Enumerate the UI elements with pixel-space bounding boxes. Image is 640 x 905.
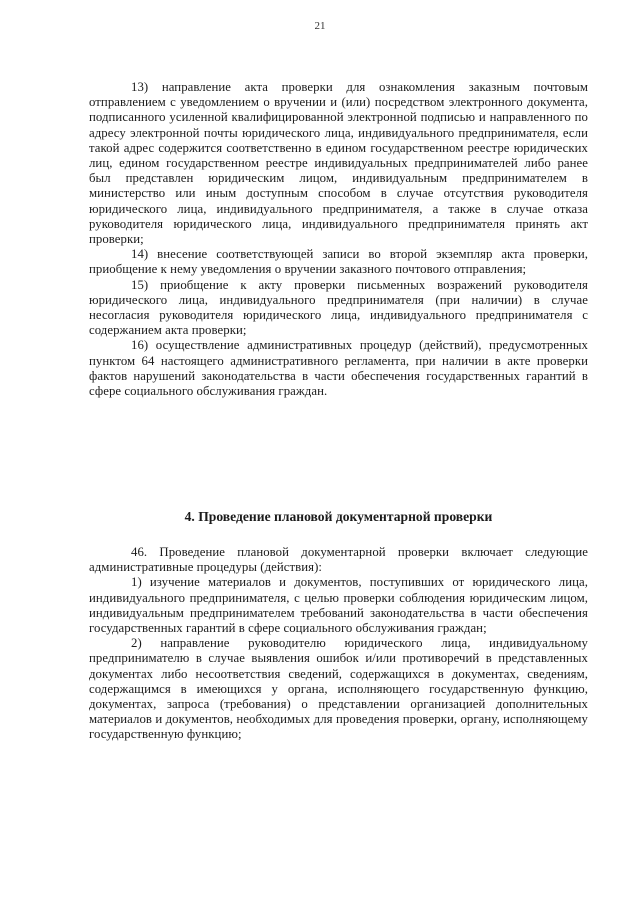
paragraph-item-14: 14) внесение соответствующей записи во второй экземпляр акта проверки, приобщение к нему уведомления о вручении заказного почтового отправления; [89, 247, 588, 277]
paragraph-item-13: 13) направление акта проверки для ознакомления заказным почтовым отправлением с уведомлением о вручении и (или) посредством электронного документа, подписанного усиленной квалифицированной электронной подписью и направленного по адресу электронной почты юридического лица, индивидуального предпринимателя, если такой адрес содержится соответственно в едином государственном реестре юридических лиц, едином государственном реестре индивидуальных предпринимателей либо ранее был представлен юридическим лицом, индивидуальным предпринимателем в министерство или иным доступным способом в случае отсутствия руководителя юридического лица, индивидуального предпринимателя, а также в случае отказа руководителя юридического лица, индивидуального предпринимателя принять акт проверки; [89, 80, 588, 247]
paragraph-item-2: 2) направление руководителю юридического лица, индивидуальному предпринимателю в случае выявления ошибок и/или противоречий в представленных документах либо несоответствия сведений, содержащихся в документах, сведениям, содержащимся в имеющихся у органа, исполняющего государственную функцию, документах, запроса (требования) о представлении организацией дополнительных материалов и документов, необходимых для проведения проверки, органу, исполняющему государственную функцию; [89, 636, 588, 742]
procedure-list-top [89, 80, 588, 399]
page-number: 21 [314, 20, 326, 32]
section-heading: 4. Проведение плановой документарной проверки [184, 509, 493, 524]
paragraph-item-1: 1) изучение материалов и документов, поступивших от юридического лица, индивидуального предпринимателя, с целью проверки соблюдения юридическим лицом, индивидуальным предпринимателем требований законодательства в части обеспечения государственных гарантий в сфере социального обслуживания граждан; [89, 575, 588, 636]
procedure-list-bottom [89, 545, 588, 743]
paragraph-item-16: 16) осуществление административных процедур (действий), предусмотренных пунктом 64 настоящего административного регламента, при наличии в акте проверки фактов нарушений законодательства в части обеспечения государственных гарантий в сфере социального обслуживания граждан. [89, 338, 588, 399]
paragraph-item-15: 15) приобщение к акту проверки письменных возражений руководителя юридического лица, индивидуального предпринимателя (при наличии) в случае несогласия руководителя юридического лица, индивидуального предпринимателя с содержанием акта проверки; [89, 277, 588, 338]
paragraph-clause-46: 46. Проведение плановой документарной проверки включает следующие административные процедуры (действия): [89, 545, 588, 575]
